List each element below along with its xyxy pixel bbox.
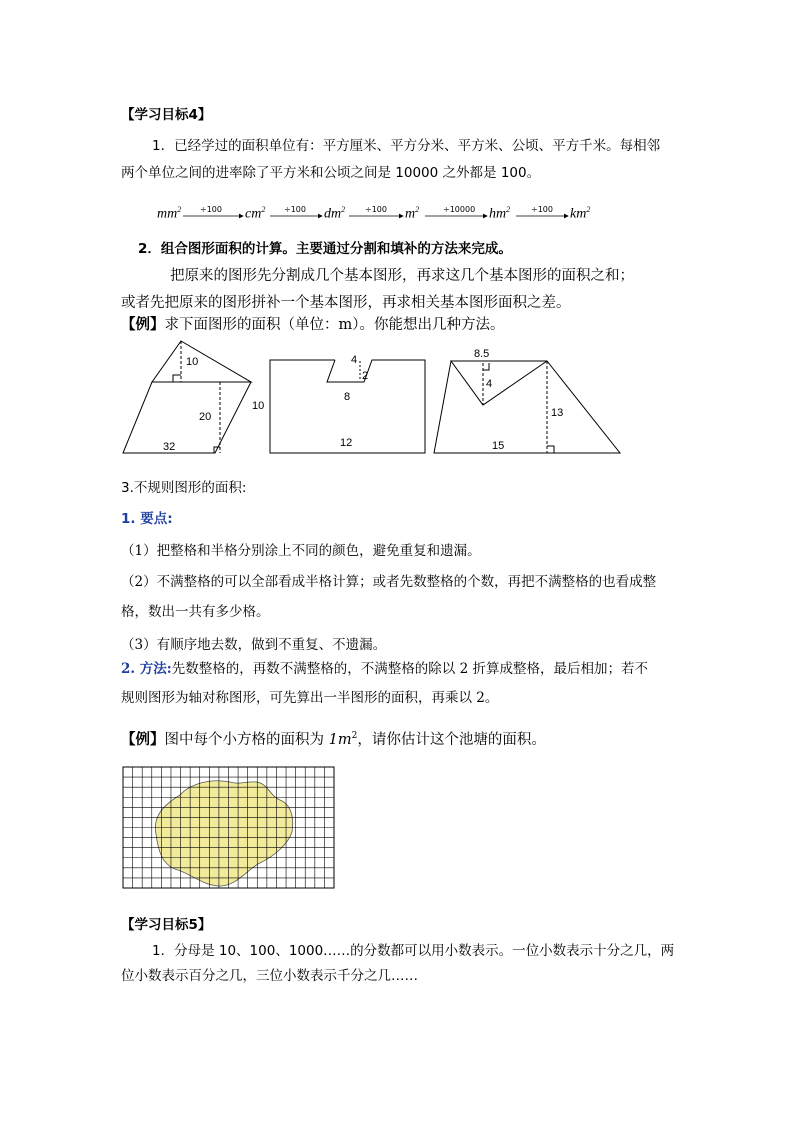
unit-mm: $mm^2$	[157, 205, 182, 222]
pond-shape	[155, 781, 292, 886]
unit-dm: $dm^2$	[324, 205, 346, 222]
pond-example: 【例】图中每个小方格的面积为 $1m^2$，请你估计这个池塘的面积。	[121, 731, 546, 748]
irregular-heading: 3.不规则图形的面积:	[121, 480, 247, 496]
fig2-label-12: 12	[340, 437, 353, 449]
fig3-label-15: 15	[492, 440, 505, 452]
example-label: 【例】	[121, 316, 165, 333]
parallelogram-shape	[123, 382, 251, 453]
conversion-arrows	[0, 0, 794, 240]
goal5-heading: 【学习目标5】	[121, 917, 212, 933]
figure-3	[434, 361, 620, 453]
arrow-label-1: ÷100	[200, 205, 222, 214]
goal4-paragraph2: 2．组合图形面积的计算。主要通过分割和填补的方法来完成。	[138, 241, 512, 257]
goal4-heading: 【学习目标4】	[121, 107, 212, 123]
right-angle-mark	[483, 363, 489, 370]
point-3: （3）有顺序地去数，做到不重复、不遗漏。	[121, 637, 387, 653]
pond-grid-figure	[120, 764, 338, 892]
unit-km: $km^2$	[570, 205, 591, 222]
method-label: 2. 方法:	[121, 661, 172, 677]
goal5-paragraph1-line2: 位小数表示百分之几，三位小数表示千分之几……	[121, 968, 418, 984]
right-angle-mark	[547, 446, 554, 453]
fig2-label-2: 2	[362, 370, 369, 382]
fig2-label-10: 10	[252, 400, 265, 412]
fig2-label-8: 8	[344, 391, 351, 403]
fig1-label-10: 10	[186, 356, 199, 368]
fig3-label-8.5: 8.5	[474, 348, 490, 360]
arrow-label-5: ÷100	[531, 205, 553, 214]
arrow-label-4: ÷10000	[443, 205, 476, 214]
composite-figures	[0, 330, 794, 460]
grid-lines	[123, 767, 334, 888]
method-line1: 2. 方法:先数整格的，再数不满整格的，不满整格的除以 2 折算成整格，最后相加；若不	[121, 661, 648, 677]
example-text: 求下面图形的面积（单位：m）。你能想出几种方法。	[164, 317, 505, 333]
arrow-label-3: ÷100	[365, 205, 387, 214]
point-2-line2: 格，数出一共有多少格。	[121, 604, 270, 620]
fig3-label-4: 4	[486, 378, 493, 390]
goal4-paragraph3-line1: 把原来的图形先分割成几个基本图形，再求这几个基本图形的面积之和；	[170, 268, 634, 284]
notched-trapezoid-shape	[434, 361, 620, 453]
fig1-label-32: 32	[163, 441, 176, 453]
right-angle-mark	[173, 375, 181, 382]
unit-cm: $cm^2$	[245, 205, 266, 222]
arrow-label-2: ÷100	[284, 205, 306, 214]
goal4-paragraph1-line1: 1．已经学过的面积单位有：平方厘米、平方分米、平方米、公顷、平方千米。每相邻	[152, 138, 661, 154]
triangle-shape	[152, 341, 251, 382]
fig2-label-4: 4	[351, 354, 358, 366]
fig3-label-13: 13	[551, 407, 564, 419]
fig1-label-20: 20	[199, 411, 212, 423]
point-1: （1）把整格和半格分别涂上不同的颜色，避免重复和遗漏。	[121, 543, 481, 559]
unit-m: $m^2$	[405, 205, 420, 222]
goal4-paragraph3-line2: 或者先把原来的图形拼补一个基本图形，再求相关基本图形面积之差。	[121, 295, 571, 311]
point-2-line1: （2）不满整格的可以全部看成半格计算；或者先数整格的个数，再把不满整格的也看成整	[121, 574, 657, 590]
method-line2: 规则图形为轴对称图形，可先算出一半图形的面积，再乘以 2。	[121, 690, 499, 706]
example-label: 【例】	[121, 731, 165, 748]
goal5-paragraph1-line1: 1．分母是 10、100、1000……的分数都可以用小数表示。一位小数表示十分之几，两	[152, 943, 675, 959]
goal4-paragraph1-line2: 两个单位之间的进率除了平方米和公顷之间是 10000 之外都是 100。	[121, 165, 541, 181]
unit-hm: $hm^2$	[489, 205, 511, 222]
points-label: 1. 要点:	[121, 511, 173, 527]
